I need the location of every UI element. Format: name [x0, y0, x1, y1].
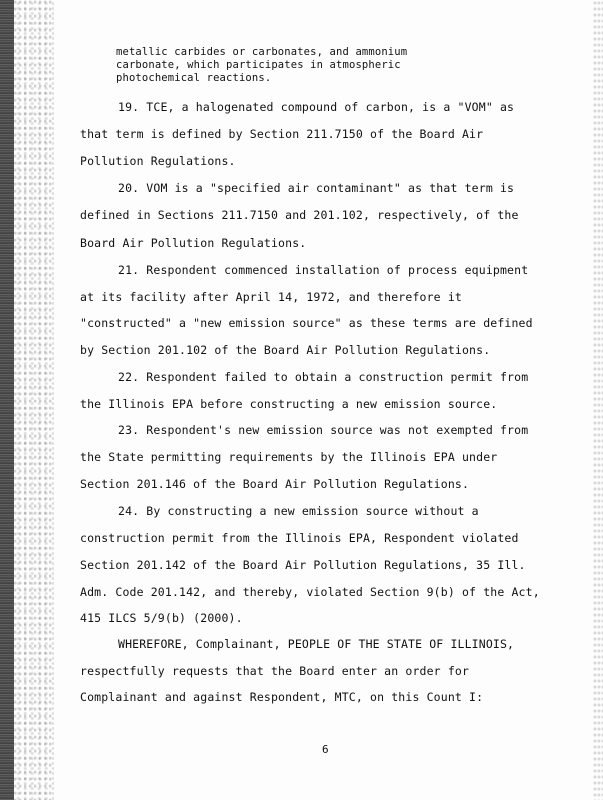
- paragraph-19-line: Pollution Regulations.: [80, 154, 236, 168]
- quote-line: carbonate, which participates in atmospheric: [116, 59, 401, 71]
- paragraph-22-line: the Illinois EPA before constructing a new emission source.: [80, 397, 498, 411]
- scan-noise-left: [14, 0, 54, 800]
- paragraph-24-line: construction permit from the Illinois EPA, Respondent violated: [80, 531, 519, 545]
- wherefore-line: respectfully requests that the Board enter an order for: [80, 664, 470, 678]
- paragraph-19-line: 19. TCE, a halogenated compound of carbon, is a "VOM" as: [118, 100, 515, 114]
- paragraph-21-line: by Section 201.102 of the Board Air Pollution Regulations.: [80, 343, 491, 357]
- page-number: 6: [322, 743, 329, 756]
- paragraph-23-line: the State permitting requirements by the Illinois EPA under: [80, 450, 498, 464]
- paragraph-20-line: 20. VOM is a "specified air contaminant" as that term is: [118, 181, 515, 195]
- paragraph-24-line: 24. By constructing a new emission source without a: [118, 504, 479, 518]
- paragraph-24-line: Section 201.142 of the Board Air Pollution Regulations, 35 Ill.: [80, 558, 526, 572]
- paragraph-21-line: 21. Respondent commenced installation of process equipment: [118, 263, 529, 277]
- scan-edge-left: [0, 0, 14, 800]
- paragraph-24-line: 415 ILCS 5/9(b) (2000).: [80, 611, 243, 625]
- paragraph-21-line: at its facility after April 14, 1972, and therefore it: [80, 290, 462, 304]
- paragraph-23-line: Section 201.146 of the Board Air Pollution Regulations.: [80, 477, 470, 491]
- paragraph-21-line: "constructed" a "new emission source" as these terms are defined: [80, 316, 533, 330]
- paragraph-20-line: defined in Sections 211.7150 and 201.102, respectively, of the: [80, 208, 519, 222]
- wherefore-line: Complainant and against Respondent, MTC, on this Count I:: [80, 690, 484, 704]
- scan-noise-right: [593, 0, 603, 800]
- wherefore-line: WHEREFORE, Complainant, PEOPLE OF THE STATE OF ILLINOIS,: [118, 637, 515, 651]
- paragraph-19-line: that term is defined by Section 211.7150 of the Board Air: [80, 127, 484, 141]
- paragraph-20-line: Board Air Pollution Regulations.: [80, 236, 307, 250]
- paragraph-23-line: 23. Respondent's new emission source was not exempted from: [118, 423, 529, 437]
- quote-line: photochemical reactions.: [116, 72, 272, 84]
- quote-line: metallic carbides or carbonates, and ammonium: [116, 46, 408, 58]
- paragraph-24-line: Adm. Code 201.142, and thereby, violated Section 9(b) of the Act,: [80, 585, 540, 599]
- paragraph-22-line: 22. Respondent failed to obtain a construction permit from: [118, 370, 529, 384]
